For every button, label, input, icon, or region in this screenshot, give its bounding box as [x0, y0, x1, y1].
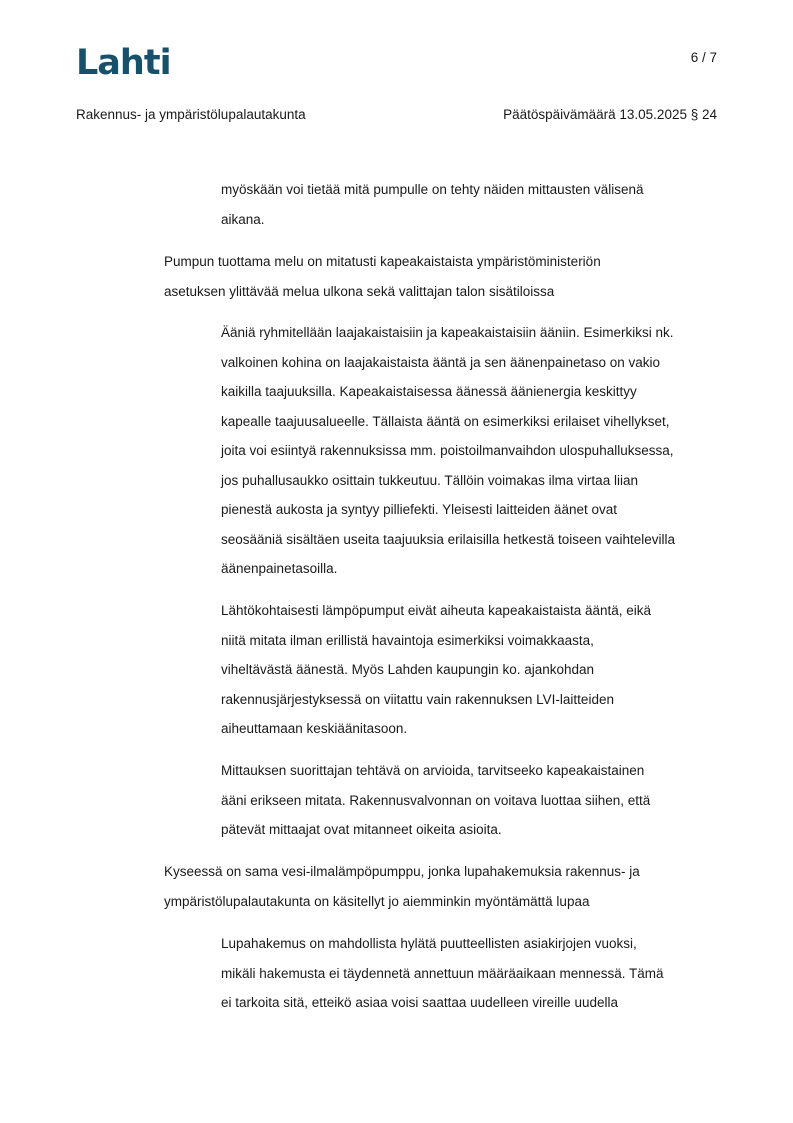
paragraph-response-3 [221, 756, 719, 845]
paragraph-quote-1 [221, 175, 719, 234]
paragraph-response-4 [221, 929, 719, 1018]
text-line: joita voi esiintyä rakennuksissa mm. poistoilmanvaihdon ulospuhalluksessa, [221, 443, 674, 458]
text-line: aiheuttamaan keskiäänitasoon. [221, 721, 408, 736]
text-line: pienestä aukosta ja syntyy pilliefekti. Yleisesti laitteiden äänet ovat [221, 502, 617, 517]
text-line: viheltävästä äänestä. Myös Lahden kaupungin ko. ajankohdan [221, 662, 595, 677]
text-line: asetuksen ylittävää melua ulkona sekä valittajan talon sisätiloissa [164, 283, 555, 299]
text-line: Ääniä ryhmitellään laajakaistaisiin ja kapeakaistaisiin ääniin. Esimerkiksi nk. [221, 325, 674, 340]
text-line: myöskään voi tietää mitä pumpulle on tehty näiden mittausten välisenä [221, 182, 644, 197]
text-line: mikäli hakemusta ei täydennetä annettuun määräaikaan mennessä. Tämä [221, 965, 664, 981]
lahti-logo [76, 42, 171, 84]
text-line: kaikilla taajuuksilla. Kapeakaistaisessa äänessä äänienergia keskittyy [221, 384, 637, 399]
paragraph-response-1 [221, 318, 719, 584]
text-line: seosääniä sisältäen useita taajuuksia erilaisilla hetkestä toiseen vaihtelevilla [221, 531, 676, 547]
text-line: valkoinen kohina on laajakaistaista ääntä ja sen äänenpainetaso on vakio [221, 354, 661, 370]
text-line: niitä mitata ilman erillistä havaintoja esimerkiksi voimakkaasta, [221, 632, 594, 648]
committee-name: Rakennus- ja ympäristölupalautakunta [76, 107, 306, 122]
text-line: Lähtökohtaisesti lämpöpumput eivät aiheuta kapeakaistaista ääntä, eikä [221, 603, 652, 618]
text-line: ei tarkoita sitä, etteikö asiaa voisi saattaa uudelleen vireille uudella [221, 995, 618, 1010]
paragraph-claim-2 [164, 857, 719, 916]
logo-text: Lahti [76, 42, 171, 83]
text-line: Lupahakemus on mahdollista hylätä puutteellisten asiakirjojen vuoksi, [221, 936, 637, 951]
text-line: pätevät mittaajat ovat mitanneet oikeita asioita. [221, 822, 502, 837]
text-line: ääni erikseen mitata. Rakennusvalvonnan on voitava luottaa siihen, että [221, 792, 651, 808]
text-line: aikana. [221, 211, 265, 227]
text-line: Mittauksen suorittajan tehtävä on arvioida, tarvitseeko kapeakaistainen [221, 763, 645, 778]
paragraph-response-2 [221, 596, 719, 744]
decision-date: Päätöspäivämäärä 13.05.2025 § 24 [503, 107, 717, 122]
text-line: äänenpainetasoilla. [221, 561, 338, 576]
text-line: kapealle taajuusalueelle. Tällaista ääntä on esimerkiksi erilaiset vihellykset, [221, 413, 670, 429]
text-line: ympäristölupalautakunta on käsitellyt jo aiemminkin myöntämättä lupaa [164, 893, 590, 909]
page-number: 6 / 7 [690, 50, 717, 65]
text-line: Pumpun tuottama melu on mitatusti kapeakaistaista ympäristöministeriön [164, 254, 601, 269]
text-line: rakennusjärjestyksessä on viitattu vain rakennuksen LVI-laitteiden [221, 691, 614, 707]
text-line: Kyseessä on sama vesi-ilmalämpöpumppu, jonka lupahakemuksia rakennus- ja [164, 864, 640, 879]
paragraph-claim-1 [164, 247, 719, 306]
text-line: jos puhallusaukko osittain tukkeutuu. Tällöin voimakas ilma virtaa liian [221, 472, 638, 488]
